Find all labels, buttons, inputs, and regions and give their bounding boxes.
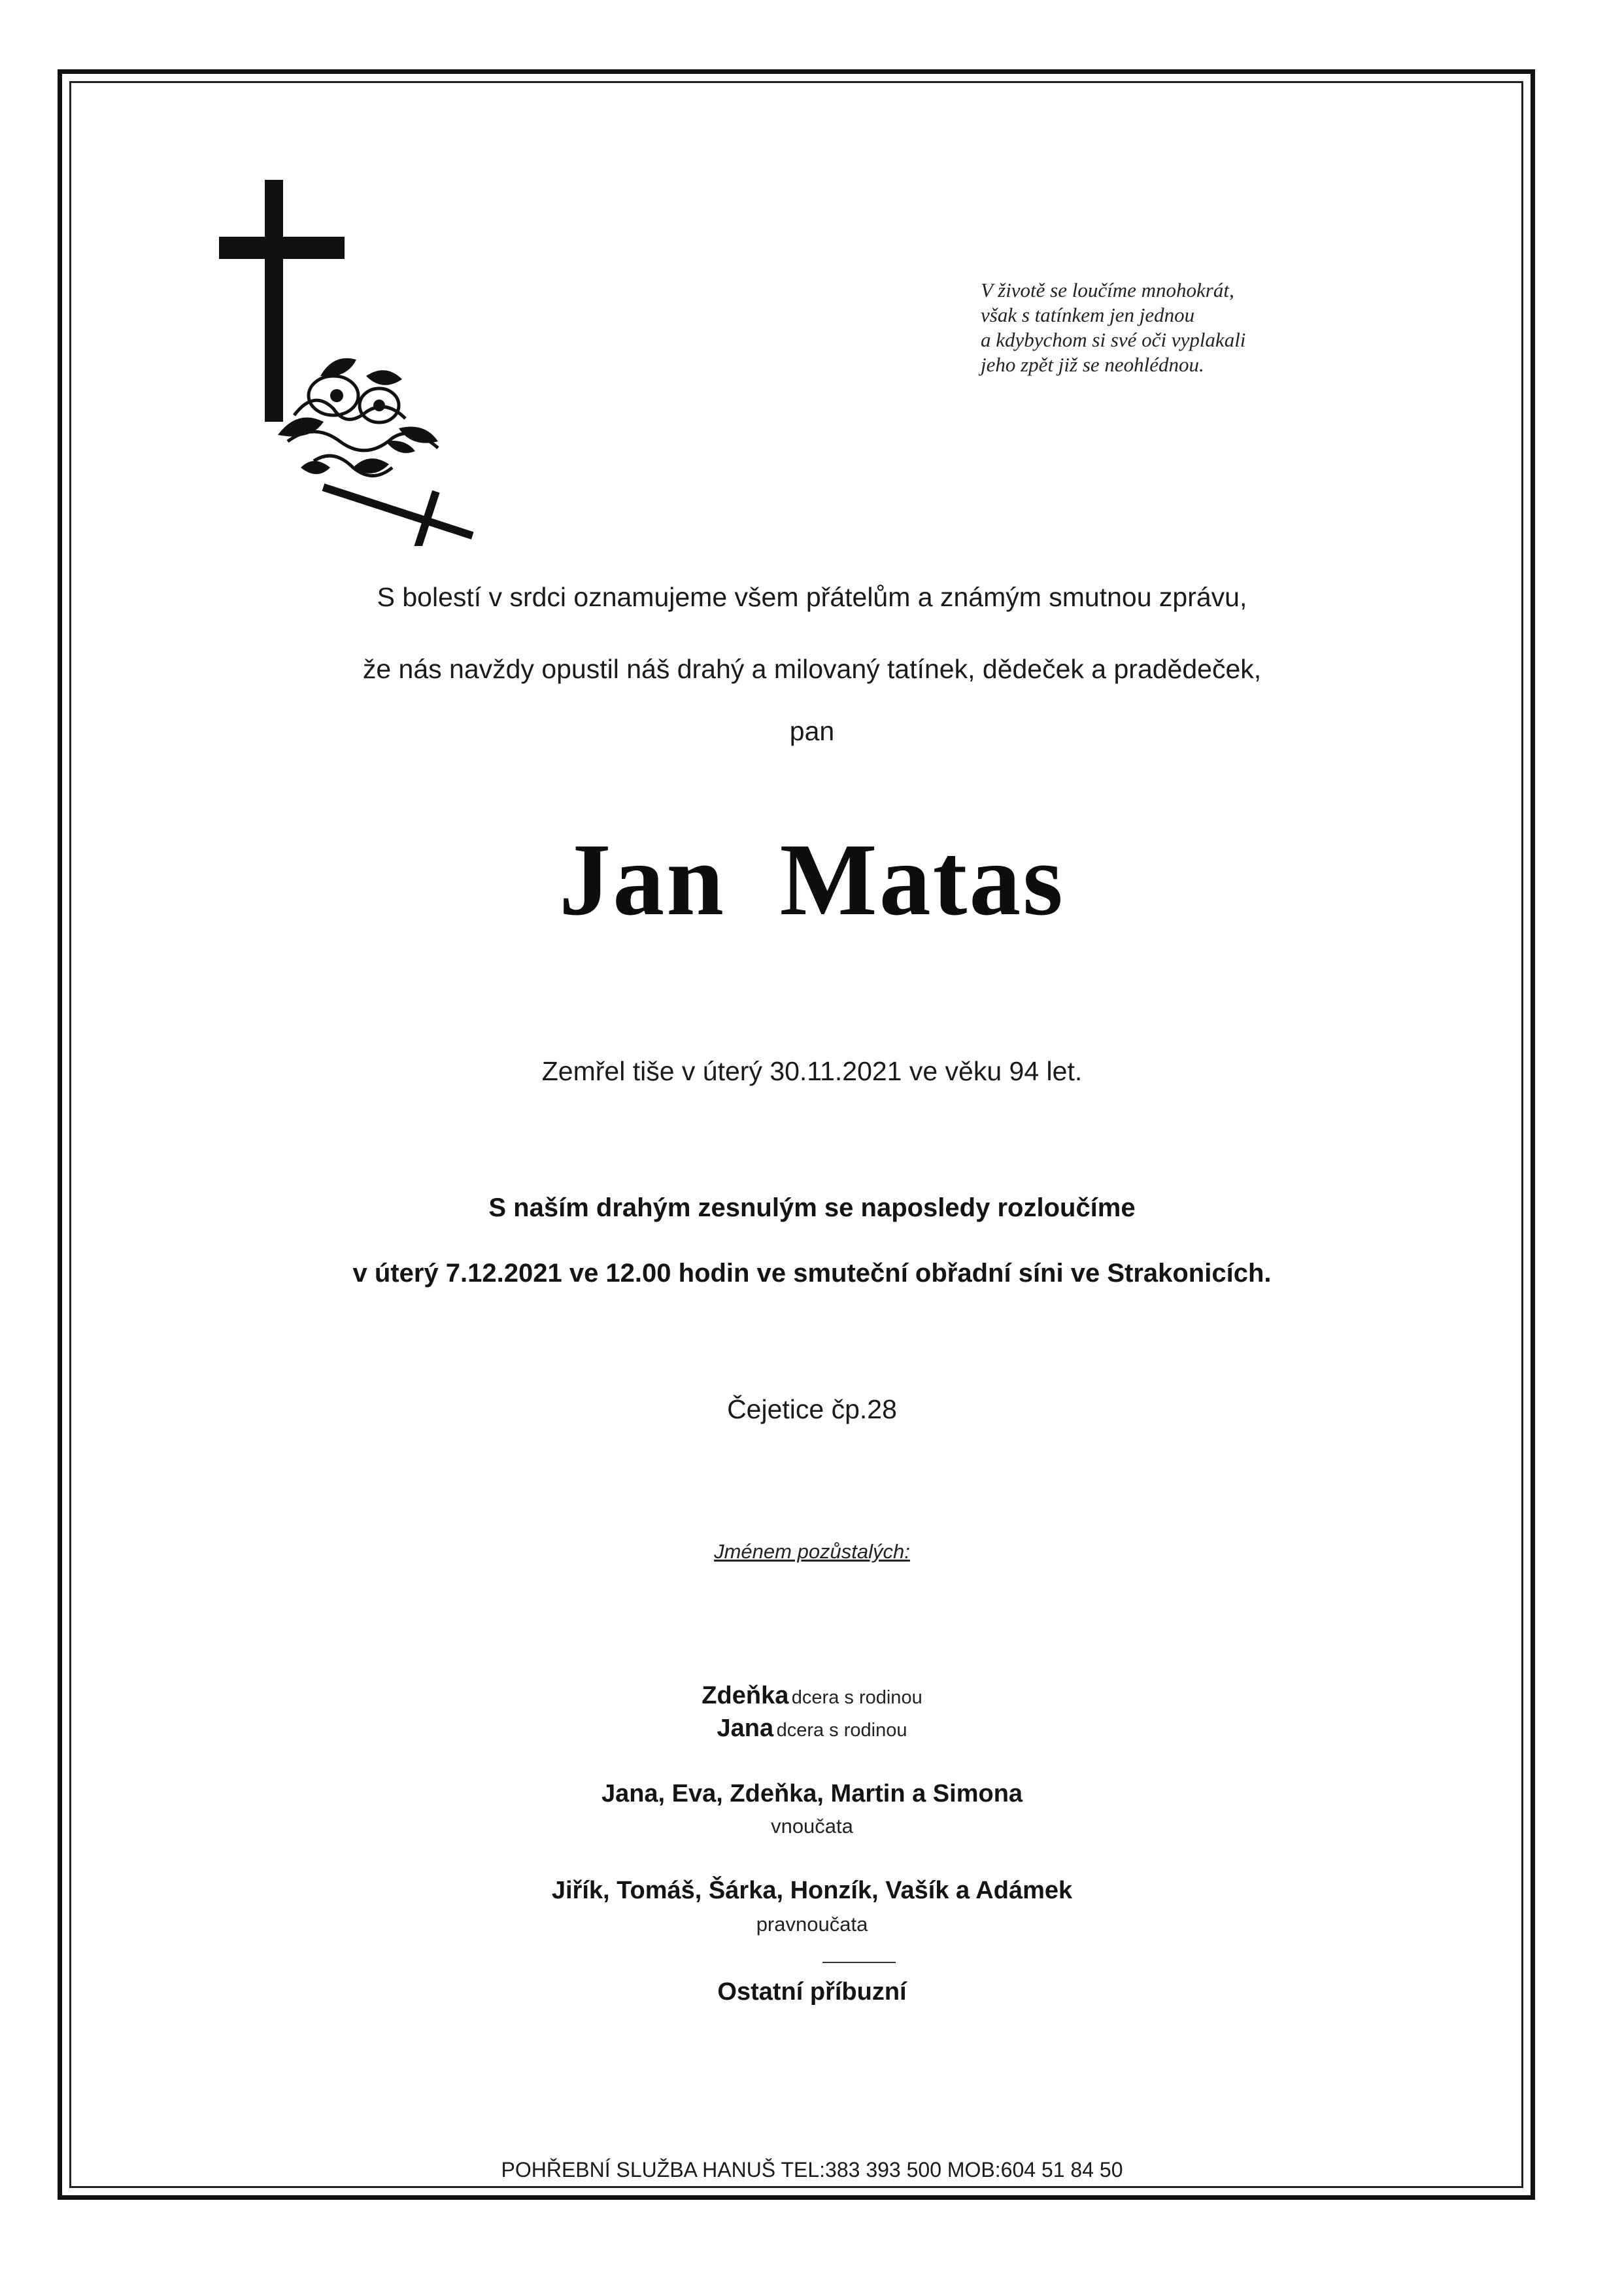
mourner-name: Zdeňka	[702, 1682, 789, 1709]
announcement-title: pan	[789, 716, 835, 746]
farewell-line-1: S naším drahým zesnulým se naposledy rozloučíme	[488, 1193, 1136, 1222]
divider	[822, 1962, 896, 1963]
mourner-entry	[0, 1715, 1624, 1743]
mourner-relation: dcera s rodinou	[776, 1720, 907, 1741]
mourner-name: Jana	[717, 1715, 774, 1742]
poem-line: však s tatínkem jen jednou	[981, 303, 1195, 326]
deceased-name: Jan Matas	[559, 823, 1065, 937]
announcement-line-2: že nás navždy opustil náš drahý a milovaný tatínek, dědeček a pradědeček,	[362, 654, 1262, 684]
grandchildren-relation: vnoučata	[771, 1815, 853, 1838]
poem-line: jeho zpět již se neohlédnou.	[981, 353, 1204, 376]
poem-verse	[981, 278, 1347, 377]
great-grandchildren-relation: pravnoučata	[756, 1913, 868, 1936]
death-info: Zemřel tiše v úterý 30.11.2021 ve věku 94 let.	[541, 1056, 1083, 1086]
poem-line: V životě se loučíme mnohokrát,	[981, 279, 1234, 301]
on-behalf-heading: Jménem pozůstalých:	[714, 1540, 910, 1563]
address: Čejetice čp.28	[727, 1394, 897, 1424]
funeral-service-footer: POHŘEBNÍ SLUŽBA HANUŠ TEL:383 393 500 MOB:604 51 84 50	[501, 2158, 1123, 2181]
farewell-line-2: v úterý 7.12.2021 ve 12.00 hodin ve smuteční obřadní síni ve Strakonicích.	[352, 1259, 1272, 1288]
announcement-line-1: S bolestí v srdci oznamujeme všem přátelům a známým smutnou zprávu,	[377, 582, 1247, 612]
other-relatives: Ostatní příbuzní	[717, 1978, 907, 2006]
great-grandchildren-names: Jiřík, Tomáš, Šárka, Honzík, Vašík a Adámek	[551, 1877, 1073, 1904]
mourner-relation: dcera s rodinou	[791, 1687, 922, 1708]
cross-with-flowers-icon	[216, 180, 497, 546]
grandchildren-names: Jana, Eva, Zdeňka, Martin a Simona	[601, 1780, 1023, 1807]
mourner-entry	[0, 1682, 1624, 1710]
poem-line: a kdybychom si své oči vyplakali	[981, 328, 1246, 351]
